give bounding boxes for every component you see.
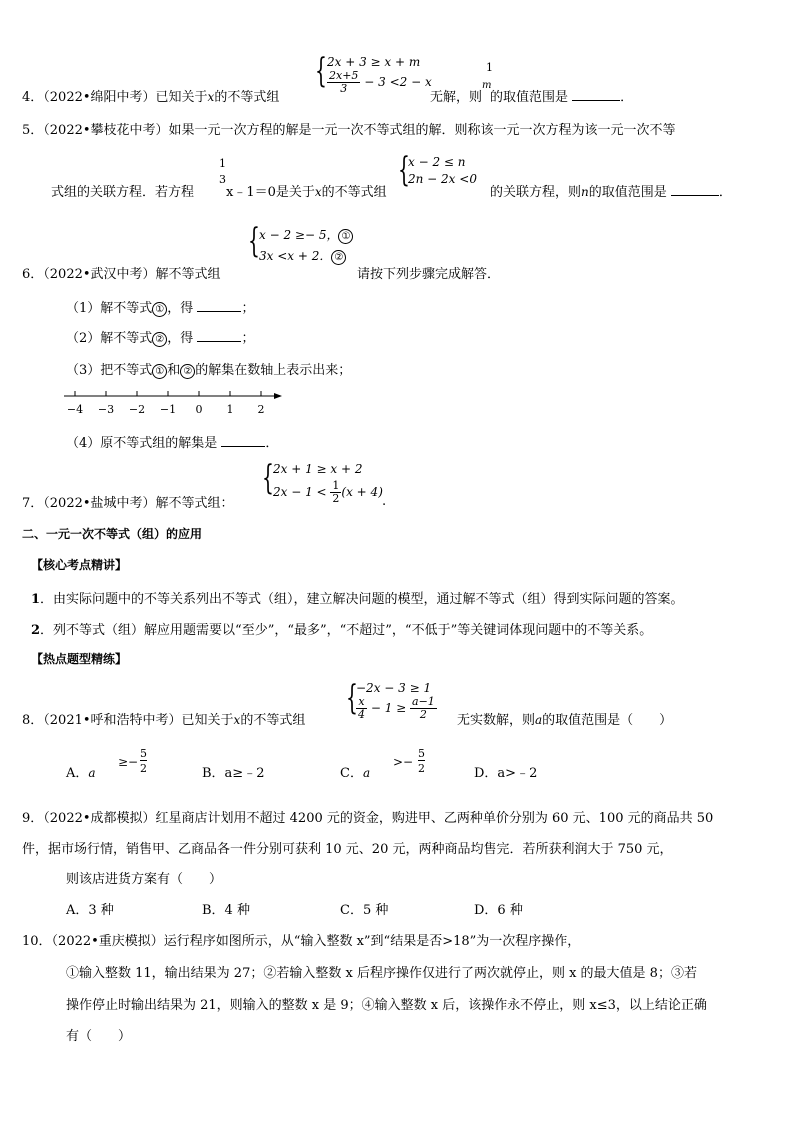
q10-line4: 有（ ） <box>66 1029 132 1044</box>
q6-blank-4 <box>221 434 265 447</box>
q8-prefix: 8．（2021•呼和浩特中考）已知关于x的不等式组 <box>22 713 306 728</box>
q5-blank <box>671 183 719 196</box>
q9-option-b[interactable]: B．4 种 <box>202 903 250 918</box>
q8-brace: { <box>346 678 358 718</box>
q7-end: . <box>382 494 387 509</box>
q4-frac: 1 <box>486 61 493 74</box>
q5-eq-den: 3 <box>219 173 226 186</box>
q6-step3: （3）把不等式 ① 和 ② 的解集在数轴上表示出来； <box>66 363 352 378</box>
q8-ineq2: $\frac{x}{4}$ − 1 ≥ $\frac{a-1}{2}$ <box>358 695 435 721</box>
q4-ineq2: $\frac{2x+5}{3}$ − 3 <2 − x <box>329 69 432 95</box>
q5-line1: 5．（2022•攀枝花中考）如果一元一次方程的解是一元一次不等式组的解．则称该一元一次方程为该一元一次不等 <box>22 123 676 138</box>
q10-line2: ①输入整数 11，输出结果为 27；②若输入整数 x 后程序操作仅进行了两次就停止，则 x 的最大值是 8；③若 <box>66 966 697 981</box>
q5-ineq2: 2n − 2x <0 <box>408 172 477 186</box>
q9-line1: 9．（2022•成都模拟）红星商店计划用不超过 4200 元的资金，购进甲、乙两种单价分别为 60 元、100 元的商品共 50 <box>22 811 714 826</box>
q6-brace: { <box>248 221 260 261</box>
q6-ineq1: x − 2 ≥− 5， ① <box>259 226 353 244</box>
q5-text-a: 式组的关联方程．若方程 <box>51 185 195 200</box>
q6-blank-1 <box>197 299 241 312</box>
axis-tick-label: −4 <box>66 403 84 416</box>
q9-option-c[interactable]: C．5 种 <box>340 903 389 918</box>
q7-prefix: 7．（2022•盐城中考）解不等式组： <box>22 496 234 511</box>
axis-tick-label: −1 <box>159 403 177 416</box>
q4-tail: 的取值范围是 ． <box>490 90 634 105</box>
q8-option-d[interactable]: D．a>﹣2 <box>474 766 538 781</box>
q8-ineq1: −2x − 3 ≥ 1 <box>356 681 432 695</box>
q9-option-d[interactable]: D．6 种 <box>474 903 523 918</box>
q8-option-c[interactable]: C．a <box>340 766 371 781</box>
q5-eq-rest: x﹣1＝0是关于x的不等式组 <box>226 185 387 200</box>
q5-brace: { <box>398 150 410 190</box>
q10-line3: 操作停止时输出结果为 21，则输入的整数 x 是 9；④输入整数 x 后，该操作永不停止，则 x≤3，以上结论正确 <box>66 998 707 1013</box>
q8-option-c-sym: >− <box>393 755 414 769</box>
q8-option-a[interactable]: A．a <box>66 766 96 781</box>
core-title: 【核心考点精讲】 <box>31 558 128 572</box>
axis-tick-label: −3 <box>97 403 115 416</box>
axis-tick-label: 1 <box>226 403 234 416</box>
q5-eq-num: 1 <box>219 157 226 170</box>
q4-text: 4．（2022•绵阳中考）已知关于x的不等式组 <box>22 90 280 105</box>
q8-option-b[interactable]: B．a≥﹣2 <box>202 766 265 781</box>
section-title: 二、一元一次不等式（组）的应用 <box>22 527 203 541</box>
q4-frac-den: m <box>482 80 492 91</box>
q6-prefix: 6．（2022•武汉中考）解不等式组 <box>22 267 221 282</box>
q8-option-c-den: 2 <box>418 762 425 775</box>
axis-tick-label: 0 <box>195 403 203 416</box>
hot-title: 【热点题型精练】 <box>31 652 128 666</box>
q8-option-c-num: 5 <box>418 747 425 760</box>
q6-step1: （1）解不等式 ① ，得 ； <box>66 301 255 316</box>
q9-option-a[interactable]: A．3 种 <box>66 903 114 918</box>
q8-option-a-sym: ≥− <box>118 755 139 769</box>
q7-ineq2: 2x − 1 < $\frac{1}{2}$ (x + 4) <box>273 479 383 505</box>
q9-line2: 件，据市场行情，销售甲、乙商品各一件分别可获利 10 元、20 元，两种商品均售完．若所获利润大于 750 元， <box>22 842 673 857</box>
q4-after: 无解，则 <box>430 90 483 105</box>
q8-option-a-den: 2 <box>140 762 147 775</box>
axis-tick-label: 2 <box>257 403 265 416</box>
q4-ineq1: 2x + 3 ≥ x + m <box>327 55 421 69</box>
q7-brace: { <box>262 458 274 498</box>
q6-step4: （4）原不等式组的解集是 ． <box>66 436 279 451</box>
point-1: 1．由实际问题中的不等关系列出不等式（组），建立解决问题的模型，通过解不等式（组）得到实际问题的答案。 <box>31 592 684 607</box>
q6-suffix: 请按下列步骤完成解答． <box>357 267 501 282</box>
q6-ineq2: 3x <x + 2． ② <box>259 247 346 265</box>
q5-ineq1: x − 2 ≤ n <box>408 155 466 169</box>
q6-step2: （2）解不等式 ② ，得 ； <box>66 331 255 346</box>
q9-line3: 则该店进货方案有（ ） <box>66 872 223 887</box>
q8-after: 无实数解，则a的取值范围是（ ） <box>457 713 673 728</box>
q4-brace: { <box>315 51 327 91</box>
point-2: 2．列不等式（组）解应用题需要以“至少”，“最多”，“不超过”，“不低于”等关键词体现问题中的不等关系。 <box>31 623 653 638</box>
q6-blank-2 <box>197 329 241 342</box>
q5-text-c: 的关联方程，则n的取值范围是 ． <box>490 185 732 200</box>
q8-option-a-num: 5 <box>140 747 147 760</box>
q10-line1: 10．（2022•重庆模拟）运行程序如图所示，从“输入整数 x”到“结果是否>18”为一次程序操作， <box>22 934 581 949</box>
q4-blank <box>572 88 620 101</box>
axis-tick-label: −2 <box>128 403 146 416</box>
q7-ineq1: 2x + 1 ≥ x + 2 <box>273 462 363 476</box>
number-line <box>60 384 290 420</box>
